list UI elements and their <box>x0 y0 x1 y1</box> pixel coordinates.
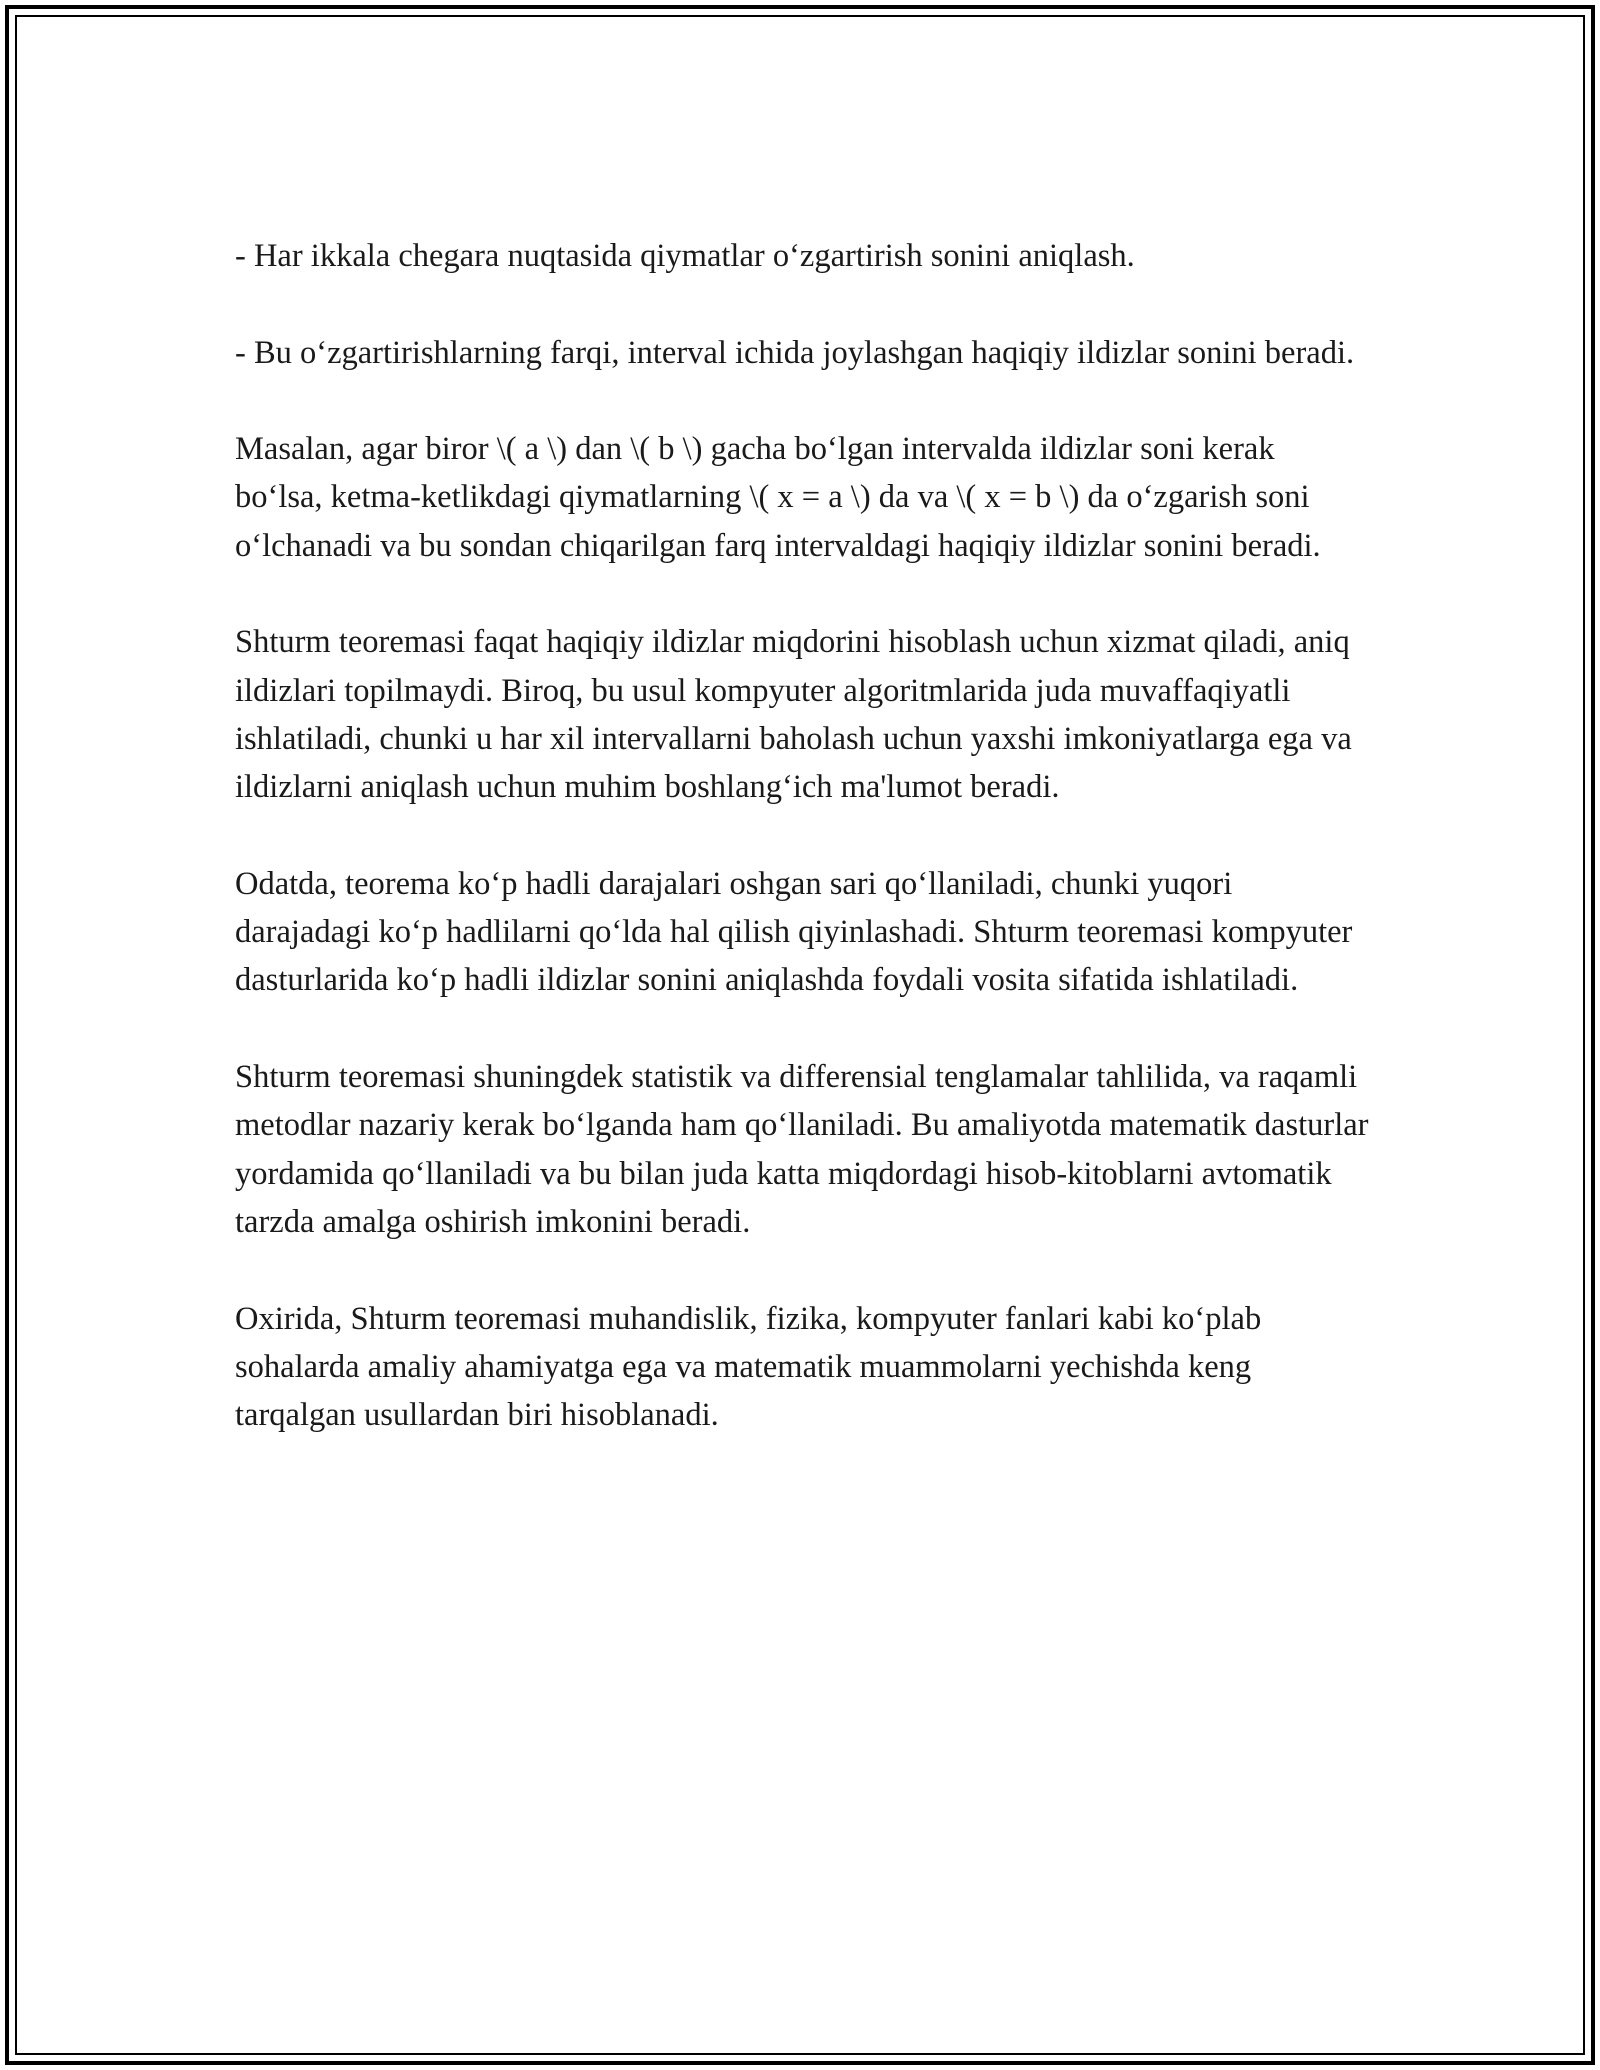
paragraph-3: Masalan, agar biror \( a \) dan \( b \) gacha bo‘lgan intervalda ildizlar soni kerak bo‘lsa, ketma-ketlikdagi qiymatlarning \( x = a \) da va \( x = b \) da o‘zgarish soni o‘lchanadi va bu sondan chiqarilgan farq intervaldagi haqiqiy ildizlar sonini beradi. <box>235 431 1321 564</box>
document-body <box>235 232 1370 1488</box>
paragraph-7: Oxirida, Shturm teoremasi muhandislik, fizika, kompyuter fanlari kabi ko‘plab sohalarda amaliy ahamiyatga ega va matematik muammolarni yechishda keng tarqalgan usullardan biri hisoblanadi. <box>235 1300 1262 1434</box>
paragraph-1: - Har ikkala chegara nuqtasida qiymatlar o‘zgartirish sonini aniqlash. <box>235 238 1135 274</box>
paragraph-6: Shturm teoremasi shuningdek statistik va differensial tenglamalar tahlilida, va raqamli metodlar nazariy kerak bo‘lganda ham qo‘llaniladi. Bu amaliyotda matematik dasturlar yordamida qo‘llaniladi va bu bilan juda katta miqdordagi hisob-kitoblarni avtomatik tarzda amalga oshirish imkonini beradi. <box>235 1059 1369 1240</box>
paragraph-5: Odatda, teorema ko‘p hadli darajalari oshgan sari qo‘llaniladi, chunki yuqori darajadagi ko‘p hadlilarni qo‘lda hal qilish qiyinlashadi. Shturm teoremasi kompyuter dasturlarida ko‘p hadli ildizlar sonini aniqlashda foydali vosita sifatida ishlatiladi. <box>235 865 1353 999</box>
paragraph-4: Shturm teoremasi faqat haqiqiy ildizlar miqdorini hisoblash uchun xizmat qiladi, aniq ildizlari topilmaydi. Biroq, bu usul kompyuter algoritmlarida juda muvaffaqiyatli ishlatiladi, chunki u har xil intervallarni baholash uchun yaxshi imkoniyatlarga ega va ildizlarni aniqlash uchun muhim boshlang‘ich ma'lumot beradi. <box>235 624 1352 806</box>
paragraph-2: - Bu o‘zgartirishlarning farqi, interval ichida joylashgan haqiqiy ildizlar sonini beradi. <box>235 334 1355 371</box>
